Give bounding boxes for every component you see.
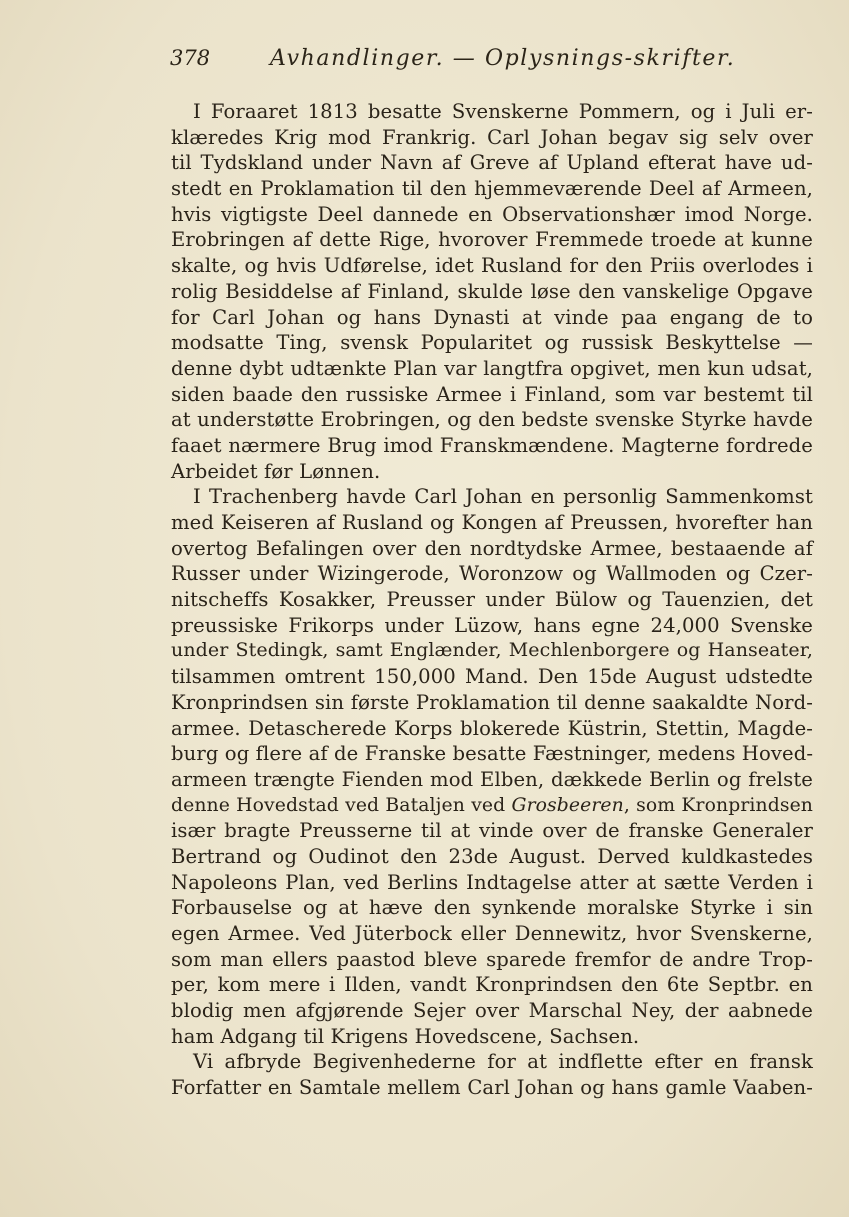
text-line: preussiske Frikorps under Lüzow, hans egne 24,000 Svenske [171, 613, 813, 637]
text-line: nitscheffs Kosakker, Preusser under Bülow og Tauenzien, det [171, 588, 813, 612]
text-line: især bragte Preusserne til at vinde over de franske Generaler [171, 819, 813, 843]
text-line: at understøtte Erobringen, og den bedste svenske Styrke havde [171, 408, 813, 432]
page-header [170, 46, 810, 82]
text-line: Forbauselse og at hæve den synkende moralske Styrke i sin [171, 896, 813, 920]
text-line: med Keiseren af Rusland og Kongen af Preussen, hvorefter han [171, 511, 813, 534]
running-head: Avhandlinger. — Oplysnings-skrifter. [270, 46, 736, 71]
text-line: Forfatter en Samtale mellem Carl Johan og hans gamle Vaaben- [171, 1076, 813, 1100]
text-line: per, kom mere i Ilden, vandt Kronprindsen den 6te Septbr. en [171, 973, 813, 997]
text-line: for Carl Johan og hans Dynasti at vinde paa engang de to [171, 305, 813, 329]
text-line: tilsammen omtrent 150,000 Mand. Den 15de August udstedte [171, 665, 813, 689]
text-line: Erobringen af dette Rige, hvorover Fremmede troede at kunne [171, 228, 813, 252]
text-line: modsatte Ting, svensk Popularitet og russisk Beskyttelse — [171, 331, 813, 355]
text-line: Russer under Wizingerode, Woronzow og Wallmoden og Czer- [171, 562, 813, 586]
text-line: Bertrand og Oudinot den 23de August. Derved kuldkastedes [171, 844, 813, 868]
text-line: blodig men afgjørende Sejer over Marschal Ney, der aabnede [171, 999, 813, 1023]
text-line: Arbeidet før Lønnen. [171, 459, 381, 483]
text-line: denne dybt udtænkte Plan var langtfra opgivet, men kun udsat, [171, 356, 813, 380]
text-line: under Stedingk, samt Englænder, Mechlenborgere og Hanseater, [171, 639, 813, 662]
text-line: rolig Besiddelse af Finland, skulde løse den vanskelige Opgave [171, 279, 813, 303]
text-line: siden baade den russiske Armee i Finland, som var bestemt til [171, 382, 813, 406]
italic-place-name: Grosbeeren [511, 794, 624, 816]
text-line: egen Armee. Ved Jüterbock eller Dennewitz, hvor Svenskerne, [171, 922, 813, 945]
text-line: hvis vigtigste Deel dannede en Observationshær imod Norge. [171, 202, 813, 226]
text-line: klæredes Krig mod Frankrig. Carl Johan begav sig selv over [171, 125, 813, 149]
text-line: I Trachenberg havde Carl Johan en personlig Sammenkomst [193, 485, 813, 509]
page-number: 378 [170, 46, 211, 70]
text-line: overtog Befalingen over den nordtydske Armee, bestaaende af [171, 536, 813, 560]
text-line: Kronprindsen sin første Proklamation til denne saakaldte Nord- [171, 690, 813, 714]
text-line: stedt en Proklamation til den hjemmeværende Deel af Armeen, [171, 177, 813, 201]
text-line: armee. Detascherede Korps blokerede Küstrin, Stettin, Magde- [171, 716, 813, 740]
text-line: skalte, og hvis Udførelse, idet Rusland for den Priis overlodes i [171, 254, 813, 278]
text-line: ham Adgang til Krigens Hovedscene, Sachsen. [171, 1024, 640, 1048]
text-line: burg og flere af de Franske besatte Fæstninger, medens Hoved- [171, 742, 814, 766]
text-line: denne Hovedstad ved Bataljen ved Grosbeeren, som Kronprindsen [171, 794, 813, 816]
text-line: som man ellers paastod bleve sparede fremfor de andre Trop- [171, 947, 813, 971]
text-line: I Foraaret 1813 besatte Svenskerne Pommern, og i Juli er- [193, 100, 813, 123]
text-line: Napoleons Plan, ved Berlins Indtagelse atter at sætte Verden i [171, 870, 813, 894]
text-line: armeen trængte Fienden mod Elben, dækkede Berlin og frelste [171, 767, 813, 791]
text-line: faaet nærmere Brug imod Franskmændene. Magterne fordrede [171, 433, 813, 457]
text-line: til Tydskland under Navn af Greve af Upland efterat have ud- [171, 151, 813, 175]
body-text [171, 99, 813, 1101]
text-line: Vi afbryde Begivenhederne for at indflette efter en fransk [193, 1050, 813, 1074]
